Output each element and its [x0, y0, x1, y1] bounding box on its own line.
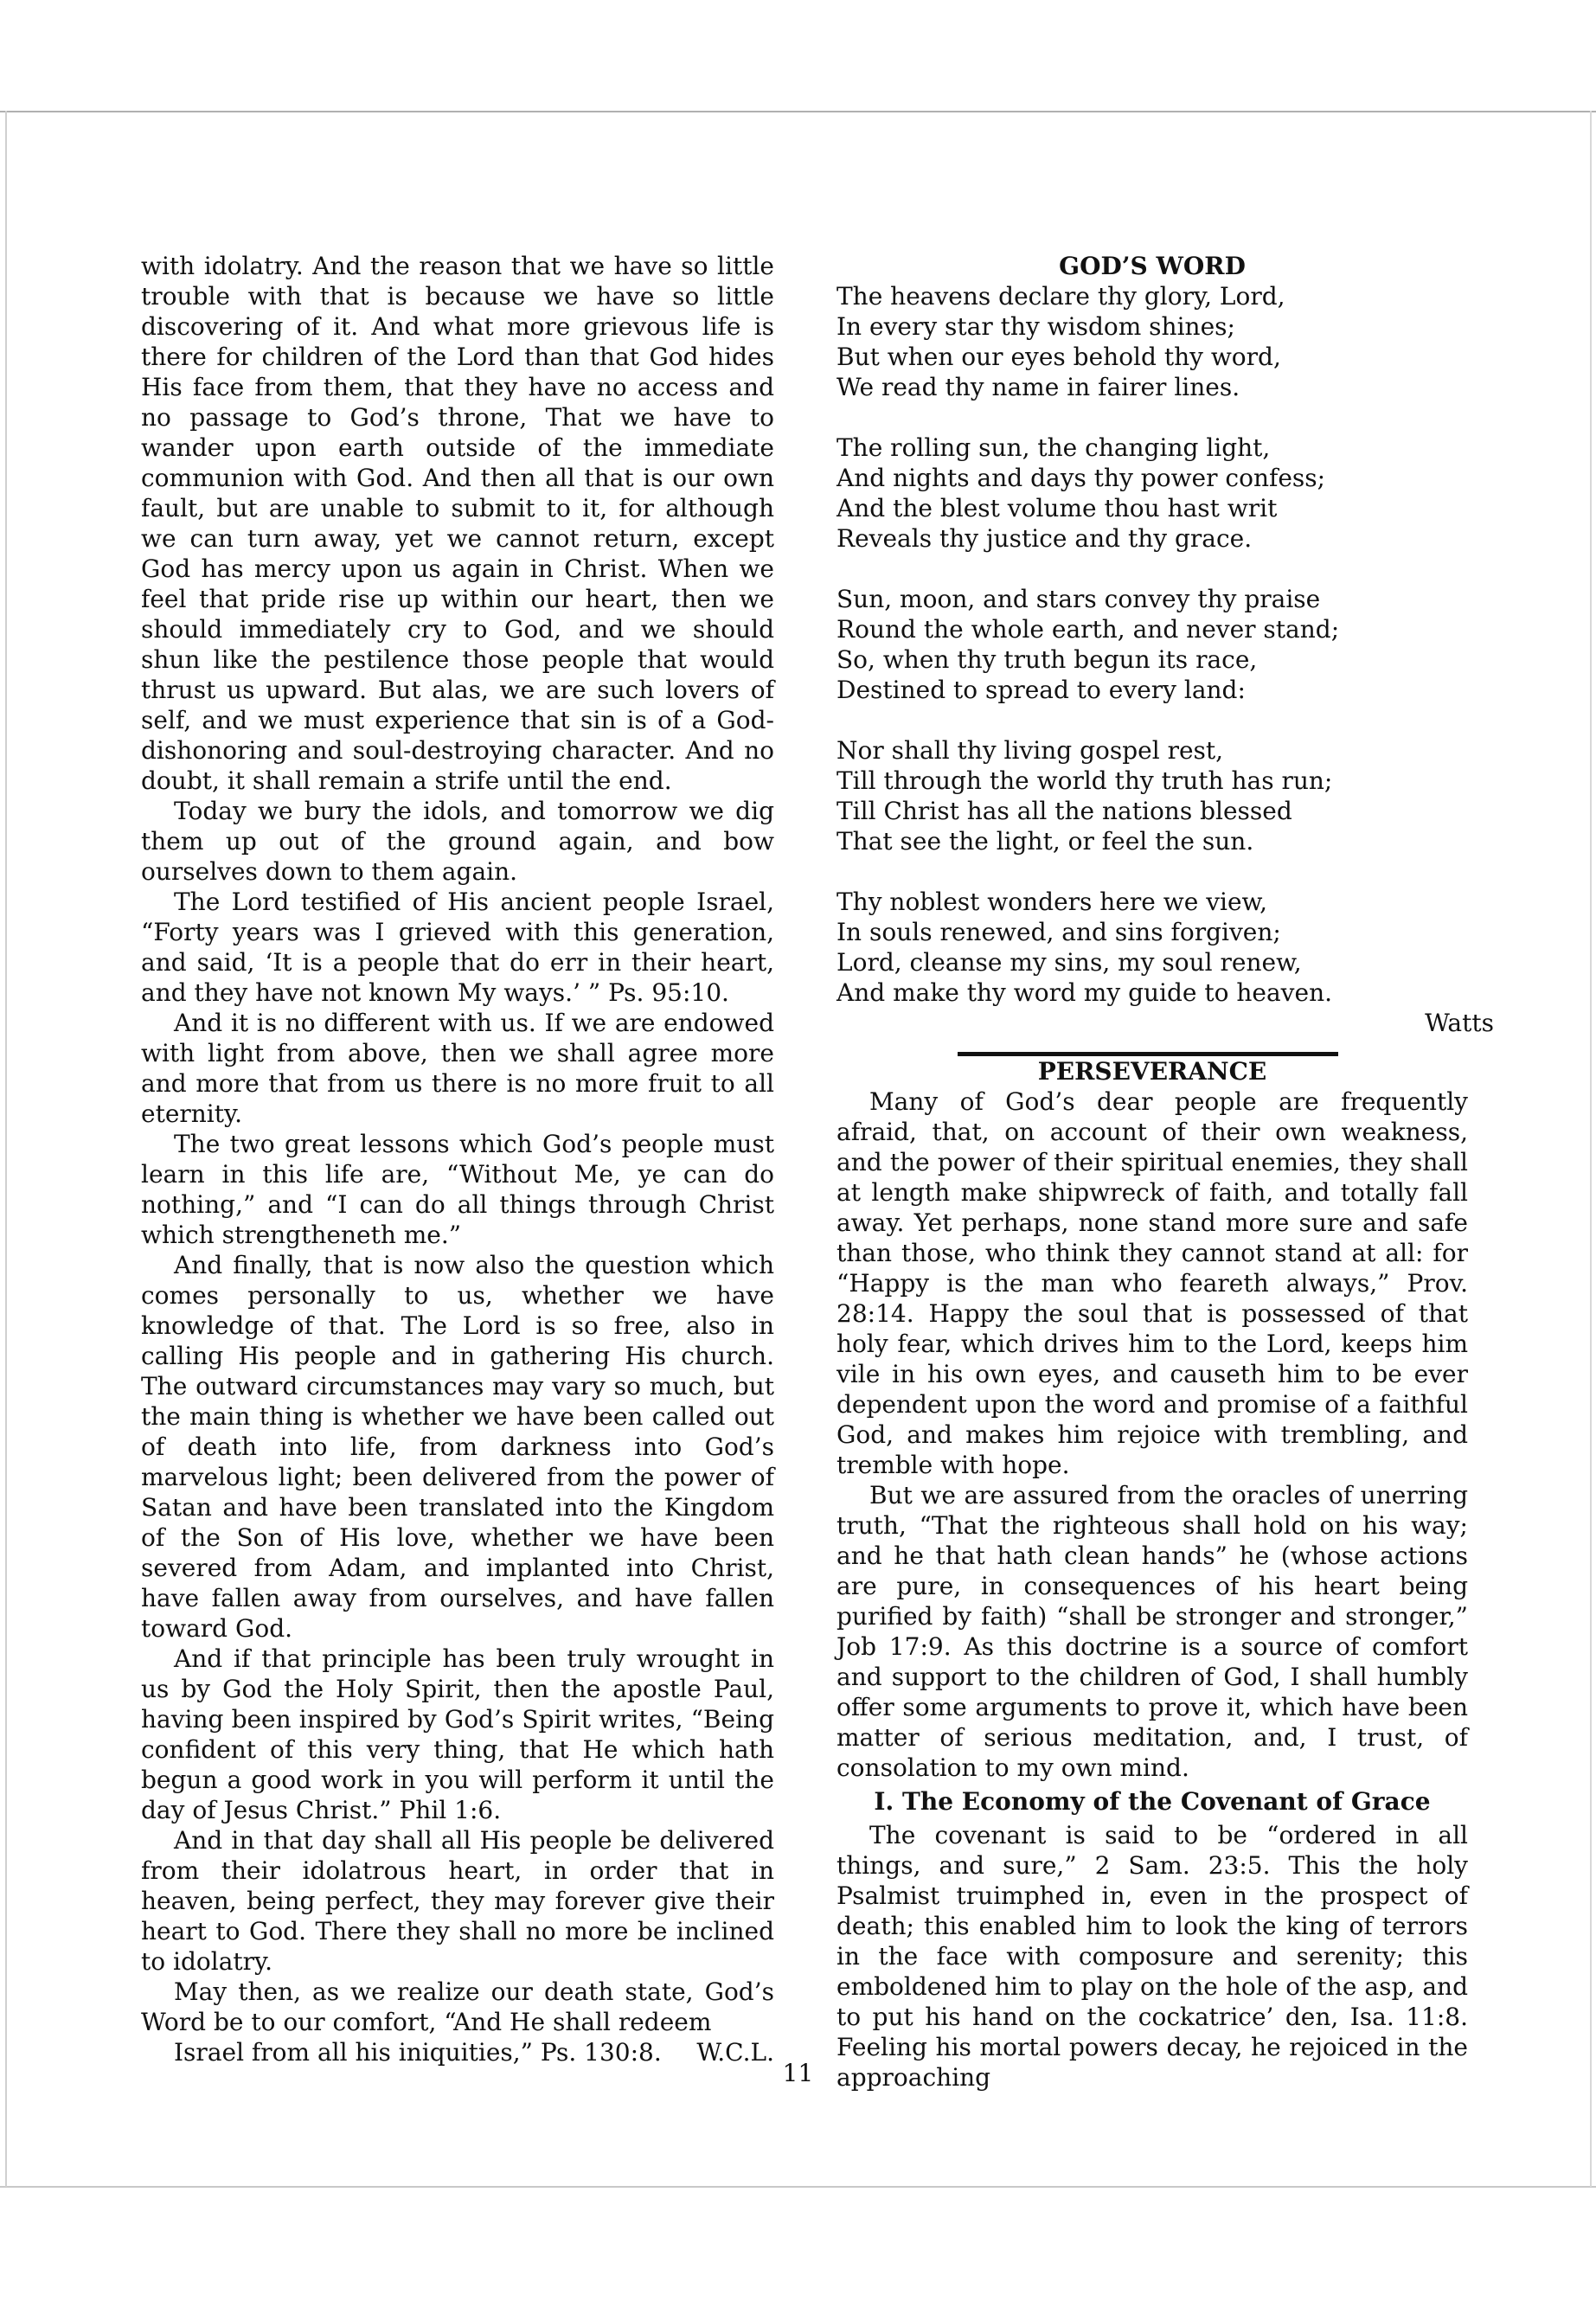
left-column: [141, 251, 774, 2067]
poem-line: That see the light, or feel the sun.: [836, 827, 1254, 856]
poem-stanza: [836, 735, 1468, 856]
poem-line: Reveals thy justice and thy grace.: [836, 524, 1253, 553]
scan-border-left: [5, 111, 7, 2187]
article-paragraph: But we are assured from the oracles of unerring truth, “That the righteous shall hold on his way; and he that hath clean hands” he (whose actions are pure, in consequences of his heart being purified by faith) “shall be stronger and stronger,” Job 17:9. As this doctrine is a source of comfort and support to the children of God, I shall humbly offer some arguments to prove it, which have been matter of serious meditation, and, I trust, of consolation to my own mind.: [836, 1481, 1468, 1782]
left-paragraph: And it is no different with us. If we are endowed with light from above, then we shall agree more and more that from us there is no more fruit to all eternity.: [141, 1009, 774, 1128]
poem-line: Thy noblest wonders here we view,: [836, 888, 1268, 916]
poem-line: Sun, moon, and stars convey thy praise: [836, 585, 1321, 613]
poem-line: The rolling sun, the changing light,: [836, 433, 1271, 462]
poem-line: So, when thy truth begun its race,: [836, 645, 1258, 674]
scan-border-right: [1590, 111, 1592, 2187]
poem-line: But when our eyes behold thy word,: [836, 343, 1281, 371]
left-paragraph: And in that day shall all His people be delivered from their idolatrous heart, in order that in heaven, being perfect, they may forever give their heart to God. There they shall no more be inclined to idolatry.: [141, 1826, 774, 1976]
right-column: [836, 251, 1494, 2093]
left-paragraph: And finally, that is now also the question which comes personally to us, whether we have knowledge of that. The Lord is so free, also in calling His people and in gathering His church. The outward circumstances may vary so much, but the main thing is whether we have been called out of death into life, from darkness into God’s marvelous light; been delivered from the power of Satan and have been translated into the Kingdom of the Son of His love, whether we have been severed from Adam, and implanted into Christ, have fallen away from ourselves, and have fallen toward God.: [141, 1251, 774, 1643]
poem-author: Watts: [1425, 1009, 1494, 1037]
scan-border-bottom: [0, 2186, 1596, 2188]
poem-stanza: [836, 433, 1468, 554]
poem-line: Round the whole earth, and never stand;: [836, 615, 1340, 644]
poem-stanza: [836, 887, 1468, 1008]
poem-line: And make thy word my guide to heaven.: [836, 978, 1333, 1007]
article-paragraph: Many of God’s dear people are frequently afraid, that, on account of their own weakness, and the power of their spiritual enemies, they shall at length make shipwreck of faith, and totally fall away. Yet perhaps, none stand more sure and safe than those, who think they cannot stand at all: for “Happy is the man who feareth always,” Prov. 28:14. Happy the soul that is possessed of that holy fear, which drives him to the Lord, keeps him vile in his own eyes, and causeth him to be ever dependent upon the word and promise of a faithful God, and makes him rejoice with trembling, and tremble with hope.: [836, 1087, 1468, 1479]
left-paragraph: The Lord testified of His ancient people Israel, “Forty years was I grieved with this generation, and said, ‘It is a people that do err in their heart, and they have not known My ways.’ ” Ps. 95:10.: [141, 888, 774, 1007]
poem-line: And nights and days thy power confess;: [836, 464, 1326, 492]
poem-stanza: [836, 281, 1468, 402]
article-title: PERSEVERANCE: [1037, 1057, 1267, 1086]
poem-line: Till through the world thy truth has run;: [836, 766, 1333, 795]
poem-line: In souls renewed, and sins forgiven;: [836, 918, 1281, 946]
poem: [836, 251, 1494, 1038]
poem-line: Nor shall thy living gospel rest,: [836, 736, 1224, 765]
left-paragraph: May then, as we realize our death state, God’s Word be to our comfort, “And He shall redeem: [141, 1977, 774, 2036]
poem-line: In every star thy wisdom shines;: [836, 312, 1235, 341]
left-paragraph: The two great lessons which God’s people must learn in this life are, “Without Me, ye can do nothing,” and “I can do all things through Christ which strengtheneth me.”: [141, 1130, 774, 1249]
article-subheading: I. The Economy of the Covenant of Grace: [874, 1787, 1431, 1816]
left-paragraph: And if that principle has been truly wrought in us by God the Holy Spirit, then the apostle Paul, having been inspired by God’s Spirit writes, “Being confident of this very thing, that He which hath begun a good work in you will perform it until the day of Jesus Christ.” Phil 1:6.: [141, 1644, 774, 1824]
page-number: 11: [782, 2059, 814, 2087]
poem-stanza: [836, 584, 1468, 705]
author-signature: W.C.L.: [696, 2038, 774, 2067]
left-paragraph: Today we bury the idols, and tomorrow we dig them up out of the ground again, and bow ourselves down to them again.: [141, 797, 774, 886]
poem-line: And the blest volume thou hast writ: [836, 494, 1278, 522]
scan-border-top: [0, 111, 1596, 112]
article-paragraph: The covenant is said to be “ordered in all things, and sure,” 2 Sam. 23:5. This the holy Psalmist truimphed in, even in the prospect of death; this enabled him to look the king of terrors in the face with composure and serenity; this emboldened him to play on the hole of the asp, and to put his hand on the cockatrice’ den, Isa. 11:8. Feeling his mortal powers decay, he rejoiced in the approaching: [836, 1821, 1468, 2092]
poem-line: The heavens declare thy glory, Lord,: [836, 282, 1285, 311]
poem-line: Destined to spread to every land:: [836, 676, 1246, 704]
poem-line: We read thy name in fairer lines.: [836, 373, 1240, 401]
poem-line: Till Christ has all the nations blessed: [836, 797, 1292, 825]
article: [836, 1056, 1468, 2093]
closing-text: Israel from all his iniquities,” Ps. 130:8.: [174, 2038, 662, 2067]
poem-line: Lord, cleanse my sins, my soul renew,: [836, 948, 1302, 977]
left-paragraph: with idolatry. And the reason that we have so little trouble with that is because we have so little discovering of it. And what more grievous life is there for children of the Lord than that God hides His face from them, that they have no access and no passage to God’s throne, That we have to wander upon earth outside of the immediate communion with God. And then all that is our own fault, but are unable to submit to it, for although we can turn away, yet we cannot return, except God has mercy upon us again in Christ. When we feel that pride rise up within our heart, then we should immediately cry to God, and we should shun like the pestilence those people that would thrust us upward. But alas, we are such lovers of self, and we must experience that sin is of a God-dishonoring and soul-destroying character. And no doubt, it shall remain a strife until the end.: [141, 252, 774, 795]
poem-title: GOD’S WORD: [1059, 252, 1246, 280]
